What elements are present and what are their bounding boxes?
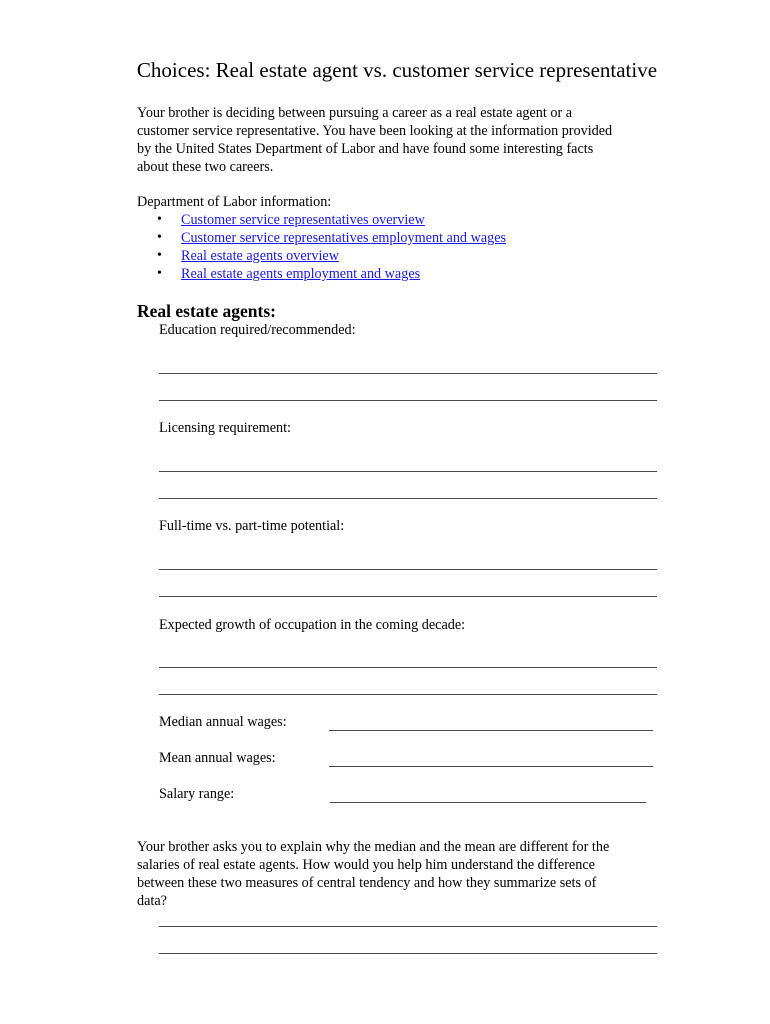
fulltime-answer-line-1[interactable] xyxy=(159,569,657,570)
licensing-label: Licensing requirement: xyxy=(159,420,291,436)
question-answer-line-1[interactable] xyxy=(159,926,657,927)
growth-label: Expected growth of occupation in the coming decade: xyxy=(159,617,466,633)
question-paragraph xyxy=(137,838,657,910)
list-item xyxy=(137,265,506,283)
education-answer-line-1[interactable] xyxy=(159,373,657,374)
median-wages-label: Median annual wages: xyxy=(159,714,287,730)
question-line: between these two measures of central tendency and how they summarize sets of xyxy=(137,875,597,891)
mean-wages-label: Mean annual wages: xyxy=(159,750,276,766)
question-line: salaries of real estate agents. How would you help him understand the difference xyxy=(137,857,595,873)
question-line: Your brother asks you to explain why the median and the mean are different for the xyxy=(137,839,610,855)
intro-line: about these two careers. xyxy=(137,159,274,175)
intro-paragraph xyxy=(137,104,657,176)
licensing-answer-line-1[interactable] xyxy=(159,471,657,472)
section-heading: Real estate agents: xyxy=(137,301,276,321)
salary-range-answer-line[interactable] xyxy=(330,802,646,803)
bullet-icon: • xyxy=(157,212,162,227)
link-rea-employment-wages[interactable]: Real estate agents employment and wages xyxy=(181,266,421,282)
median-wages-answer-line[interactable] xyxy=(329,730,653,731)
fulltime-label: Full-time vs. part-time potential: xyxy=(159,518,345,534)
dol-info-heading: Department of Labor information: xyxy=(137,194,332,210)
intro-line: customer service representative. You have been looking at the information provided xyxy=(137,123,613,139)
bullet-icon: • xyxy=(157,230,162,245)
education-label: Education required/recommended: xyxy=(159,322,356,338)
growth-answer-line-2[interactable] xyxy=(159,694,657,695)
education-answer-line-2[interactable] xyxy=(159,400,657,401)
mean-wages-answer-line[interactable] xyxy=(329,766,653,767)
bullet-icon: • xyxy=(157,248,162,263)
list-item xyxy=(137,211,506,229)
page-title: Choices: Real estate agent vs. customer service representative xyxy=(136,58,658,82)
question-answer-line-2[interactable] xyxy=(159,953,657,954)
question-line: data? xyxy=(137,893,167,909)
fulltime-answer-line-2[interactable] xyxy=(159,596,657,597)
link-csr-overview[interactable]: Customer service representatives overview xyxy=(181,212,425,228)
link-csr-employment-wages[interactable]: Customer service representatives employment and wages xyxy=(181,230,507,246)
intro-line: Your brother is deciding between pursuing a career as a real estate agent or a xyxy=(137,105,573,121)
licensing-answer-line-2[interactable] xyxy=(159,498,657,499)
list-item xyxy=(137,229,506,247)
dol-links-list xyxy=(137,211,506,283)
intro-line: by the United States Department of Labor and have found some interesting facts xyxy=(137,141,594,157)
link-rea-overview[interactable]: Real estate agents overview xyxy=(181,248,339,264)
salary-range-label: Salary range: xyxy=(159,786,235,802)
list-item xyxy=(137,247,506,265)
bullet-icon: • xyxy=(157,266,162,281)
growth-answer-line-1[interactable] xyxy=(159,667,657,668)
